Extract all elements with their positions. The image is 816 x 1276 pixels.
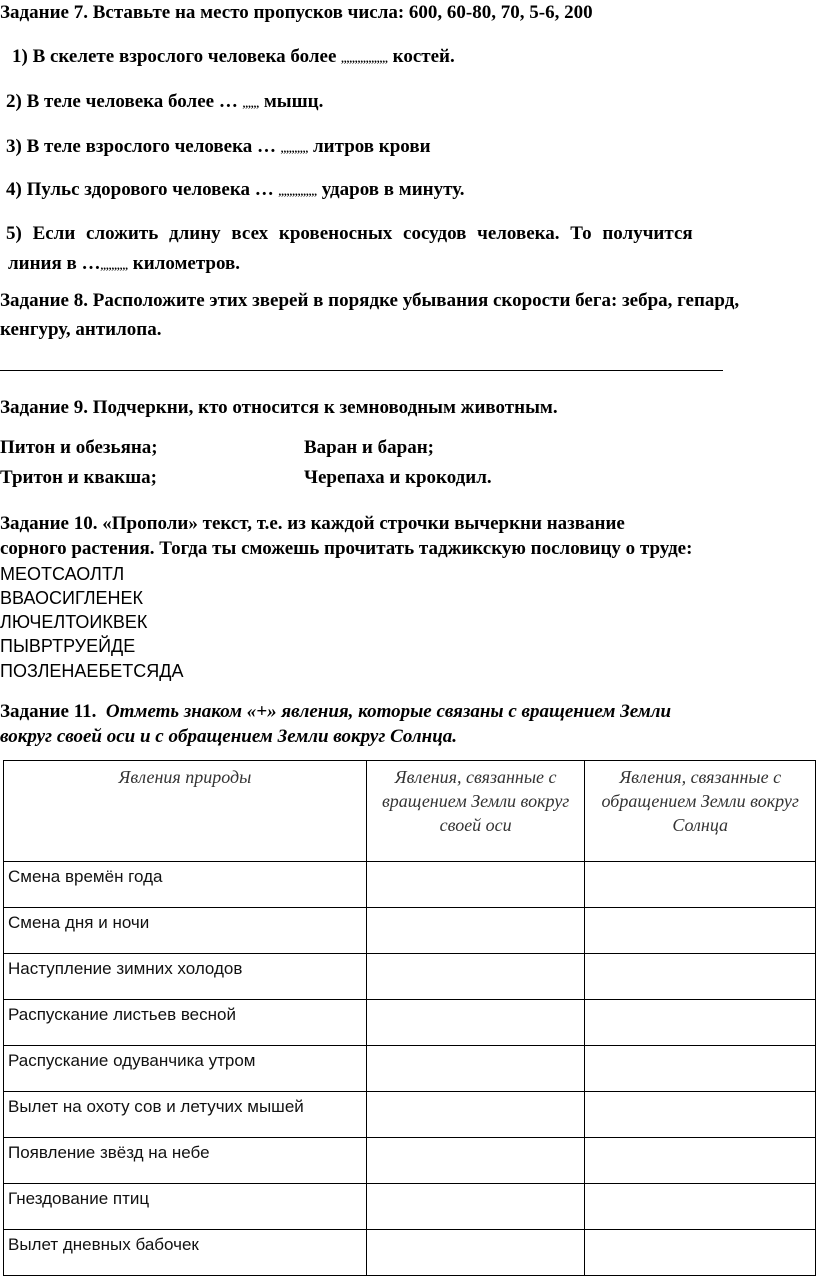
phenomenon-cell: Вылет дневных бабочек bbox=[4, 1230, 367, 1276]
phenomenon-cell: Смена времён года bbox=[4, 862, 367, 908]
task7-item-1 bbox=[12, 45, 455, 71]
table-row bbox=[4, 1230, 816, 1276]
phenomena-table bbox=[3, 760, 816, 1276]
task9-pair-4[interactable]: Черепаха и крокодил. bbox=[304, 467, 492, 488]
table-header-row bbox=[4, 761, 816, 862]
task11-line1 bbox=[0, 700, 671, 724]
task9-pair-1[interactable]: Питон и обезьяна; bbox=[0, 437, 158, 458]
revolution-mark-cell[interactable] bbox=[585, 1046, 816, 1092]
task7-item-3-after: литров крови bbox=[308, 136, 431, 157]
rotation-mark-cell[interactable] bbox=[366, 1184, 585, 1230]
header-phenomena: Явления природы bbox=[4, 761, 367, 862]
task7-item-5-after: километров. bbox=[128, 253, 241, 274]
table-row bbox=[4, 1046, 816, 1092]
task10-row-4[interactable]: ПЫВРТРУЕЙДЕ bbox=[0, 636, 136, 656]
task9-pair-3[interactable]: Тритон и квакша; bbox=[0, 467, 157, 488]
task7-item-1-blank[interactable]: ,,,,,,,,,,,,,,,,, bbox=[341, 53, 388, 65]
task10-row-1[interactable]: МЕОТСАОЛТЛ bbox=[0, 564, 125, 584]
task7-item-3-before: 3) В теле взрослого человека … bbox=[6, 136, 281, 157]
phenomenon-cell: Распускание листьев весной bbox=[4, 1000, 367, 1046]
rotation-mark-cell[interactable] bbox=[366, 1046, 585, 1092]
task7-item-4-before: 4) Пульс здорового человека … bbox=[6, 179, 279, 200]
task10-row-2[interactable]: ВВАОСИГЛЕНЕК bbox=[0, 588, 144, 608]
task10-row-3[interactable]: ЛЮЧЕЛТОИКВЕК bbox=[0, 612, 148, 632]
task7-item-5-blank[interactable]: ,,,,,,,,,, bbox=[100, 260, 129, 272]
revolution-mark-cell[interactable] bbox=[585, 1138, 816, 1184]
phenomenon-cell: Наступление зимних холодов bbox=[4, 954, 367, 1000]
table-row bbox=[4, 1138, 816, 1184]
table-row bbox=[4, 954, 816, 1000]
task7-item-3-blank[interactable]: ,,,,,,,,,, bbox=[280, 143, 309, 155]
task11-instruction-1: Отметь знаком «+» явления, которые связаны с вращением Земли bbox=[105, 701, 672, 722]
task8-line1 bbox=[0, 289, 739, 313]
task7-item-1-after: костей. bbox=[387, 46, 455, 67]
revolution-mark-cell[interactable] bbox=[585, 1092, 816, 1138]
task7-item-5-before: линия в … bbox=[8, 253, 101, 274]
task8-answer-line[interactable] bbox=[0, 370, 723, 371]
rotation-mark-cell[interactable] bbox=[366, 862, 585, 908]
revolution-mark-cell[interactable] bbox=[585, 908, 816, 954]
task7-item-4 bbox=[6, 178, 465, 204]
task7-item-2 bbox=[6, 90, 323, 116]
phenomenon-cell: Вылет на охоту сов и летучих мышей bbox=[4, 1092, 367, 1138]
rotation-mark-cell[interactable] bbox=[366, 908, 585, 954]
task8-line2: кенгуру, антилопа. bbox=[0, 319, 162, 340]
phenomenon-cell: Смена дня и ночи bbox=[4, 908, 367, 954]
task7-item-4-after: ударов в минуту. bbox=[317, 179, 465, 200]
table-row bbox=[4, 1184, 816, 1230]
task11-line2: вокруг своей оси и с обращением Земли вокруг Солнца. bbox=[0, 726, 458, 747]
task7-heading: Задание 7. Вставьте на место пропусков числа: 600, 60-80, 70, 5-6, 200 bbox=[0, 2, 593, 23]
revolution-mark-cell[interactable] bbox=[585, 1184, 816, 1230]
task11-label: Задание 11. bbox=[0, 701, 97, 722]
task8-label: Задание 8 bbox=[0, 290, 84, 311]
task9-heading: Задание 9. Подчеркни, кто относится к земноводным животным. bbox=[0, 397, 558, 418]
phenomenon-cell: Появление звёзд на небе bbox=[4, 1138, 367, 1184]
phenomenon-cell: Распускание одуванчика утром bbox=[4, 1046, 367, 1092]
revolution-mark-cell[interactable] bbox=[585, 1230, 816, 1276]
task9-pair-2[interactable]: Варан и баран; bbox=[304, 437, 434, 458]
phenomenon-cell: Гнездование птиц bbox=[4, 1184, 367, 1230]
table-row bbox=[4, 862, 816, 908]
task7-item-2-after: мышц. bbox=[259, 91, 324, 112]
revolution-mark-cell[interactable] bbox=[585, 1000, 816, 1046]
header-revolution: Явления, связанные с обращением Земли вокруг Солнца bbox=[585, 761, 816, 862]
task7-item-5-line1: 5) Если сложить длину всех кровеносных сосудов человека. То получится bbox=[6, 223, 693, 244]
revolution-mark-cell[interactable] bbox=[585, 954, 816, 1000]
task7-item-3 bbox=[6, 135, 431, 161]
rotation-mark-cell[interactable] bbox=[366, 1230, 585, 1276]
header-rotation: Явления, связанные с вращением Земли вокруг своей оси bbox=[366, 761, 585, 862]
rotation-mark-cell[interactable] bbox=[366, 1092, 585, 1138]
table-row bbox=[4, 1092, 816, 1138]
table-row bbox=[4, 1000, 816, 1046]
task10-row-5[interactable]: ПОЗЛЕНАЕБЕТСЯДА bbox=[0, 661, 184, 681]
task10-line2: сорного растения. Тогда ты сможешь прочитать таджикскую пословицу о труде: bbox=[0, 538, 693, 559]
task7-item-2-blank[interactable]: ,,,,,, bbox=[242, 98, 260, 110]
task7-item-5-line2 bbox=[8, 252, 240, 278]
task8-text: . Расположите этих зверей в порядке убывания скорости бега: зебра, гепард, bbox=[83, 290, 740, 311]
task7-item-4-blank[interactable]: ,,,,,,,,,,,,,, bbox=[278, 186, 317, 198]
revolution-mark-cell[interactable] bbox=[585, 862, 816, 908]
table-row bbox=[4, 908, 816, 954]
task7-item-1-before: 1) В скелете взрослого человека более bbox=[12, 46, 342, 67]
rotation-mark-cell[interactable] bbox=[366, 1138, 585, 1184]
task7-item-2-before: 2) В теле человека более … bbox=[6, 91, 243, 112]
task10-line1: Задание 10. «Прополи» текст, т.е. из каждой строчки вычеркни название bbox=[0, 513, 625, 534]
rotation-mark-cell[interactable] bbox=[366, 954, 585, 1000]
rotation-mark-cell[interactable] bbox=[366, 1000, 585, 1046]
